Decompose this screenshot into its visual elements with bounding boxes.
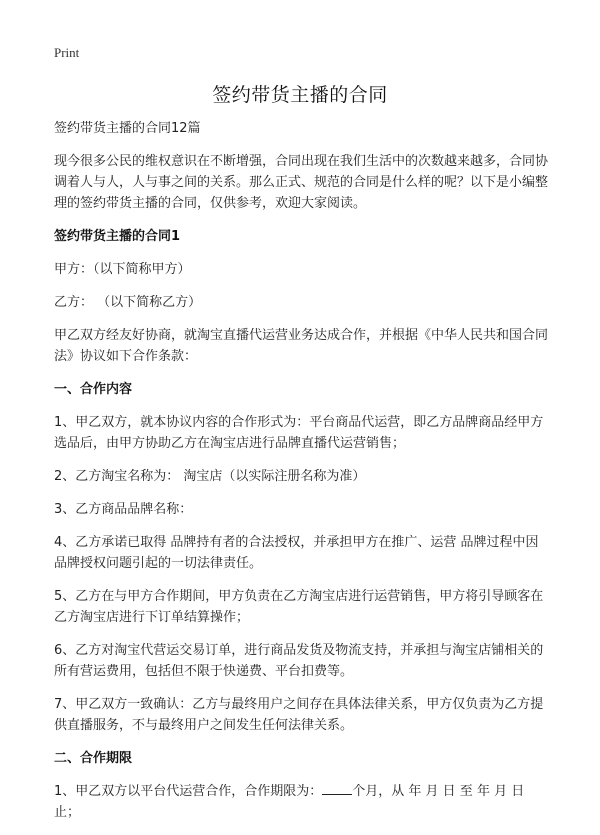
term-clause-suffix: 个月，从 年 月 日 至 年 月 日止； xyxy=(54,784,525,820)
clause-item-7: 7、甲乙双方一致确认：乙方与最终用户之间存在具体法律关系，甲方仅负责为乙方提供直播服务，不与最终用户之间发生任何法律关系。 xyxy=(54,697,544,733)
print-label[interactable]: Print xyxy=(54,45,80,60)
clause-item-6: 6、乙方对淘宝代营运交易订单，进行商品发货及物流支持，并承担与淘宝店铺相关的所有营运费用，包括但不限于快递费、平台扣费等。 xyxy=(54,643,544,679)
term-clause-prefix: 1、甲乙双方以平台代运营合作，合作期限为： xyxy=(54,784,323,799)
clause-item-1: 1、甲乙双方，就本协议内容的合作形式为：平台商品代运营，即乙方品牌商品经甲方选品后，由甲方协助乙方在淘宝店进行品牌直播代运营销售； xyxy=(54,415,544,451)
heading-cooperation-term: 二、合作期限 xyxy=(54,751,133,766)
clause-item-5: 5、乙方在与甲方合作期间，甲方负责在乙方淘宝店进行运营销售，甲方将引导顾客在乙方淘宝店进行下订单结算操作； xyxy=(54,589,544,625)
document-subtitle: 签约带货主播的合同12篇 xyxy=(54,121,201,136)
term-months-blank xyxy=(322,782,352,795)
intro-paragraph: 现今很多公民的维权意识在不断增强，合同出现在我们生活中的次数越来越多，合同协调着人与人，人与事之间的关系。那么正式、规范的合同是什么样的呢？以下是小编整理的签约带货主播的合同，仅供参考，欢迎大家阅读。 xyxy=(54,154,549,211)
party-b-line: 乙方： （以下简称乙方） xyxy=(54,295,202,310)
clause-item-4: 4、乙方承诺已取得 品牌持有者的合法授权，并承担甲方在推广、运营 品牌过程中因品牌授权问题引起的一切法律责任。 xyxy=(54,535,539,571)
preamble-paragraph: 甲乙双方经友好协商，就淘宝直播代运营业务达成合作，并根据《中华人民共和国合同法》协议如下合作条款： xyxy=(54,328,549,364)
document-body xyxy=(54,118,550,835)
page-title: 签约带货主播的合同 xyxy=(212,84,388,106)
section-title: 签约带货主播的合同1 xyxy=(54,229,181,244)
term-clause xyxy=(54,781,550,823)
clause-item-2: 2、乙方淘宝名称为： 淘宝店（以实际注册名称为准） xyxy=(54,469,366,484)
heading-cooperation-content: 一、合作内容 xyxy=(54,382,133,397)
party-a-line: 甲方：（以下简称甲方） xyxy=(54,262,191,277)
clause-item-3: 3、乙方商品品牌名称： xyxy=(54,502,193,517)
